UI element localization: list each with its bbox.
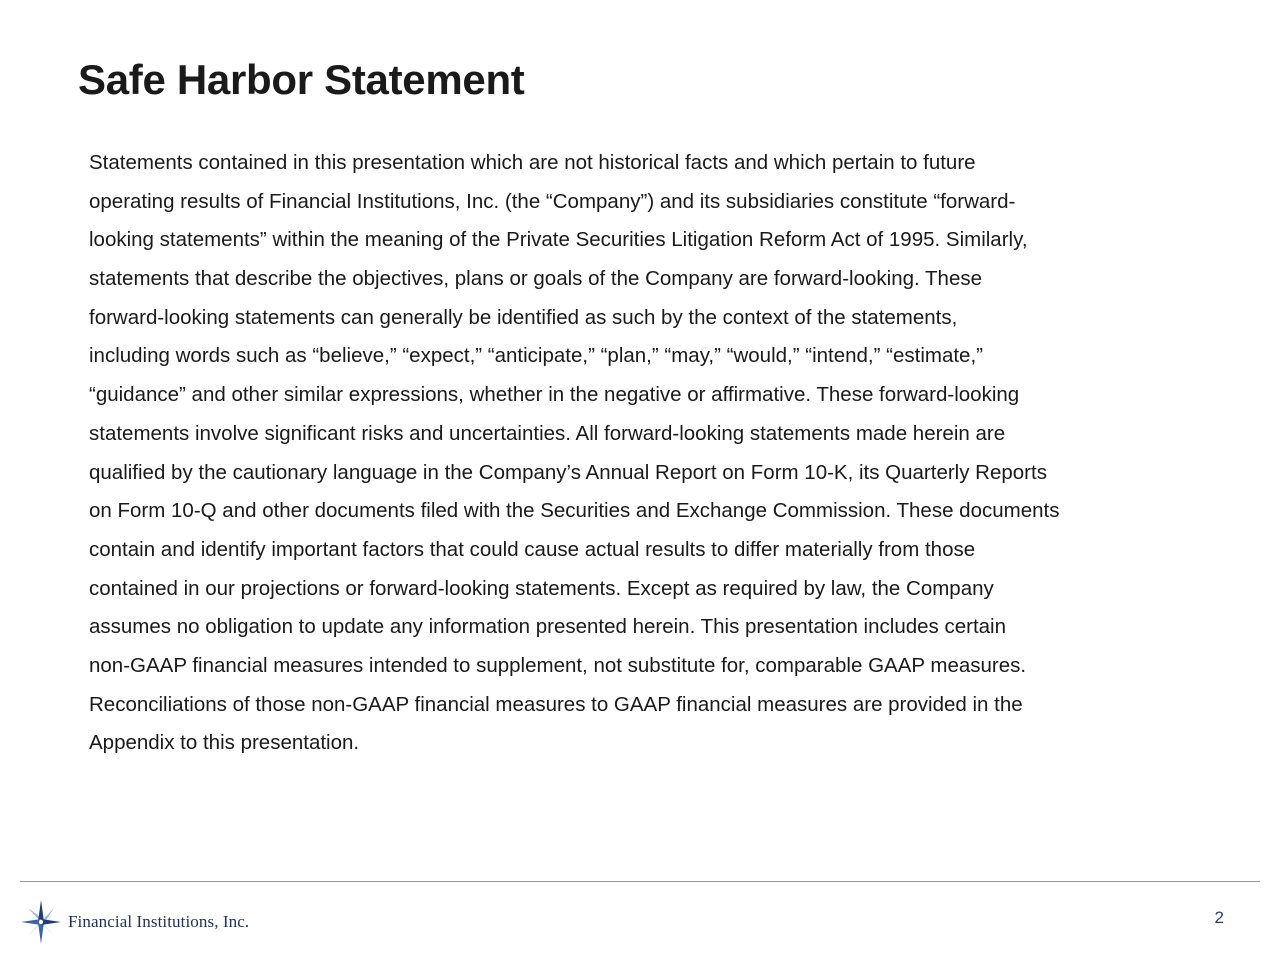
paragraph-line: “guidance” and other similar expressions, whether in the negative or affirmative. These forward-looking: [89, 383, 1020, 407]
paragraph-line: Statements contained in this presentation which are not historical facts and which pertain to future: [89, 151, 976, 174]
paragraph-line: contained in our projections or forward-looking statements. Except as required by law, the Company: [89, 576, 994, 600]
paragraph-line: forward-looking statements can generally be identified as such by the context of the statements,: [89, 305, 958, 329]
paragraph-line: statements involve significant risks and uncertainties. All forward-looking statements made herein are: [89, 421, 1006, 445]
paragraph-line: Reconciliations of those non-GAAP financial measures to GAAP financial measures are provided in the: [89, 692, 1023, 716]
paragraph-line: looking statements” within the meaning of the Private Securities Litigation Reform Act of 1995. Similarly,: [89, 228, 1028, 252]
paragraph-line: on Form 10-Q and other documents filed with the Securities and Exchange Commission. These documents: [89, 499, 1060, 523]
paragraph-line: including words such as “believe,” “expect,” “anticipate,” “plan,” “may,” “would,” “intend,” “estimate,”: [89, 344, 983, 368]
paragraph-line: non-GAAP financial measures intended to supplement, not substitute for, comparable GAAP measures.: [89, 653, 1027, 677]
safe-harbor-paragraph: [89, 144, 1249, 763]
paragraph-line: assumes no obligation to update any information presented herein. This presentation includes certain: [89, 615, 1006, 639]
paragraph-line: Appendix to this presentation.: [89, 731, 360, 755]
page-number: 2: [1214, 908, 1224, 927]
company-logo: [20, 898, 249, 946]
compass-star-icon: [20, 898, 62, 946]
paragraph-line: statements that describe the objectives, plans or goals of the Company are forward-looking. These: [89, 267, 982, 291]
paragraph-line: operating results of Financial Institutions, Inc. (the “Company”) and its subsidiaries constitute “forward-: [89, 189, 1016, 213]
company-name: Financial Institutions, Inc.: [68, 912, 250, 931]
paragraph-line: qualified by the cautionary language in the Company’s Annual Report on Form 10-K, its Quarterly Reports: [89, 460, 1047, 484]
footer-divider: [20, 881, 1260, 882]
paragraph-line: contain and identify important factors that could cause actual results to differ materially from those: [89, 537, 976, 561]
slide-title: Safe Harbor Statement: [78, 56, 525, 103]
